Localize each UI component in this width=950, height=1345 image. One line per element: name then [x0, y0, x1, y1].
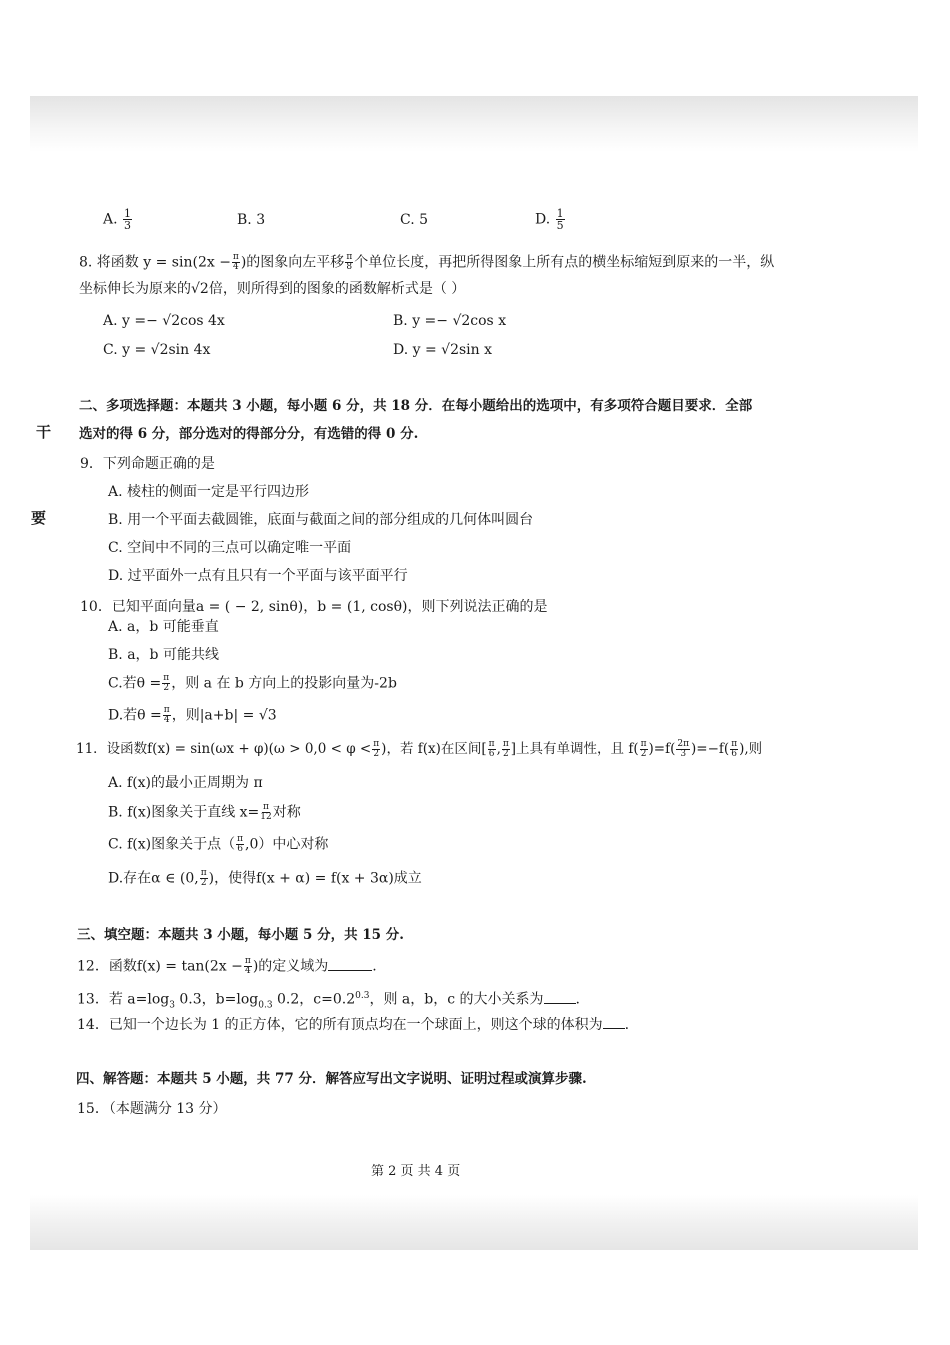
binding-margin-char: 干 — [36, 423, 52, 441]
q8-option-a: A. y =− √2cos 4x — [103, 313, 225, 329]
q7-option-d: D. $\frac{1}{5}$ — [535, 207, 564, 232]
section2-heading-line2: 选对的得 6 分，部分选对的得部分分，有选错的得 0 分. — [79, 426, 419, 442]
fraction: $\frac{\pi}{8}$ — [346, 252, 353, 272]
fraction: $\frac{\pi}{4}$ — [244, 956, 251, 976]
q10-option-b: B. a，b 可能共线 — [108, 647, 219, 663]
q7-option-a: A. $\frac{1}{3}$ — [103, 207, 132, 232]
answer-blank — [603, 1028, 625, 1029]
q8-stem-line1: 8. 将函数 y = sin(2x − $\frac{\pi}{4}$ )的图象向左平移 $\frac{\pi}{8}$ 个单位长度，再把所得图象上所有点的横坐标缩短到原来的一半，纵 — [79, 252, 775, 272]
q11-option-d: D.存在α ∈ (0, $\frac{\pi}{2}$ )，使得f(x + α) = f(x + 3α)成立 — [108, 868, 422, 888]
q14-text: 14．已知一个边长为 1 的正方体，它的所有顶点均在一个球面上，则这个球的体积为 . — [77, 1017, 630, 1033]
section4-heading: 四、解答题：本题共 5 小题，共 77 分．解答应写出文字说明、证明过程或演算步骤. — [76, 1071, 587, 1087]
q10-option-d: D.若θ = $\frac{\pi}{4}$ ，则|a+b| = √3 — [108, 705, 277, 725]
q10-option-a: A. a，b 可能垂直 — [108, 619, 219, 635]
fraction: $\frac{\pi}{4}$ — [163, 705, 170, 725]
q8-option-c: C. y = √2sin 4x — [103, 342, 211, 358]
scan-shadow-top — [30, 96, 918, 152]
q11-stem: 11．设函数f(x) = sin(ωx + φ)(ω > 0,0 < φ < $\frac{\pi}{2}$ )，若 f(x)在区间[ $\frac{\pi}{6}$ , $\frac{\pi}{2}$ ]上具有单调性，且 f( $\frac{\pi}{2}$ )=f( $\frac{2\pi}{3}$ )=−f( $\frac{\pi}{6}$ ),则 — [76, 739, 763, 759]
q12-text: 12．函数f(x) = tan(2x − $\frac{\pi}{4}$ )的定义域为 . — [77, 956, 377, 976]
fraction: $\frac{\pi}{6}$ — [237, 834, 244, 854]
q11-option-c: C. f(x)图象关于点（ $\frac{\pi}{6}$ ,0）中心对称 — [108, 834, 329, 854]
scan-shadow-bottom — [30, 1195, 918, 1250]
answer-blank — [328, 970, 372, 971]
fraction: $\frac{\pi}{2}$ — [163, 673, 170, 693]
fraction: $\frac{2\pi}{3}$ — [677, 739, 690, 759]
fraction: $\frac{\pi}{2}$ — [200, 868, 207, 888]
fraction: $\frac{\pi}{6}$ — [488, 739, 495, 759]
q15-text: 15．（本题满分 13 分） — [77, 1101, 227, 1117]
q10-option-c: C.若θ = $\frac{\pi}{2}$ ，则 a 在 b 方向上的投影向量为-2b — [108, 673, 397, 693]
q8-option-b: B. y =− √2cos x — [393, 313, 507, 329]
q7-option-b: B. 3 — [237, 212, 266, 228]
q10-stem: 10．已知平面向量a = ( − 2, sinθ)，b = (1, cosθ)，则下列说法正确的是 — [80, 599, 548, 615]
q9-option-a: A. 棱柱的侧面一定是平行四边形 — [108, 484, 310, 500]
fraction: $\frac{\pi}{12}$ — [260, 802, 272, 822]
page-number-footer: 第 2 页 共 4 页 — [371, 1164, 461, 1179]
binding-margin-char: 要 — [31, 509, 47, 527]
fraction: $\frac{\pi}{6}$ — [731, 739, 738, 759]
fraction: $\frac{\pi}{2}$ — [502, 739, 509, 759]
q8-stem-line2: 坐标伸长为原来的√2倍，则所得到的图象的函数解析式是（ ） — [79, 281, 466, 297]
fraction: $\frac{1}{3}$ — [124, 207, 132, 232]
q9-stem: 9．下列命题正确的是 — [80, 456, 215, 472]
fraction: $\frac{\pi}{2}$ — [373, 739, 380, 759]
q13-text: 13．若 $a=\log_3$ 0.3，$b=\log_{0.3}$ 0.2，$c=0.2^{0.3}$，则 a，b，c 的大小关系为 . — [77, 991, 580, 1011]
q8-option-d: D. y = √2sin x — [393, 342, 493, 358]
fraction: $\frac{\pi}{2}$ — [640, 739, 647, 759]
q9-option-c: C. 空间中不同的三点可以确定唯一平面 — [108, 540, 352, 556]
answer-blank — [544, 1003, 576, 1004]
q7-option-c: C. 5 — [400, 212, 429, 228]
section2-heading-line1: 二、多项选择题：本题共 3 小题，每小题 6 分，共 18 分．在每小题给出的选项中，有多项符合题目要求．全部 — [79, 398, 753, 414]
fraction: $\frac{1}{5}$ — [556, 207, 564, 232]
section3-heading: 三、填空题：本题共 3 小题，每小题 5 分，共 15 分. — [77, 927, 404, 943]
fraction: $\frac{\pi}{4}$ — [232, 252, 239, 272]
q11-option-a: A. f(x)的最小正周期为 π — [108, 775, 263, 791]
q11-option-b: B. f(x)图象关于直线 x= $\frac{\pi}{12}$ 对称 — [108, 802, 301, 822]
q9-option-d: D. 过平面外一点有且只有一个平面与该平面平行 — [108, 568, 408, 584]
q9-option-b: B. 用一个平面去截圆锥，底面与截面之间的部分组成的几何体叫圆台 — [108, 512, 534, 528]
